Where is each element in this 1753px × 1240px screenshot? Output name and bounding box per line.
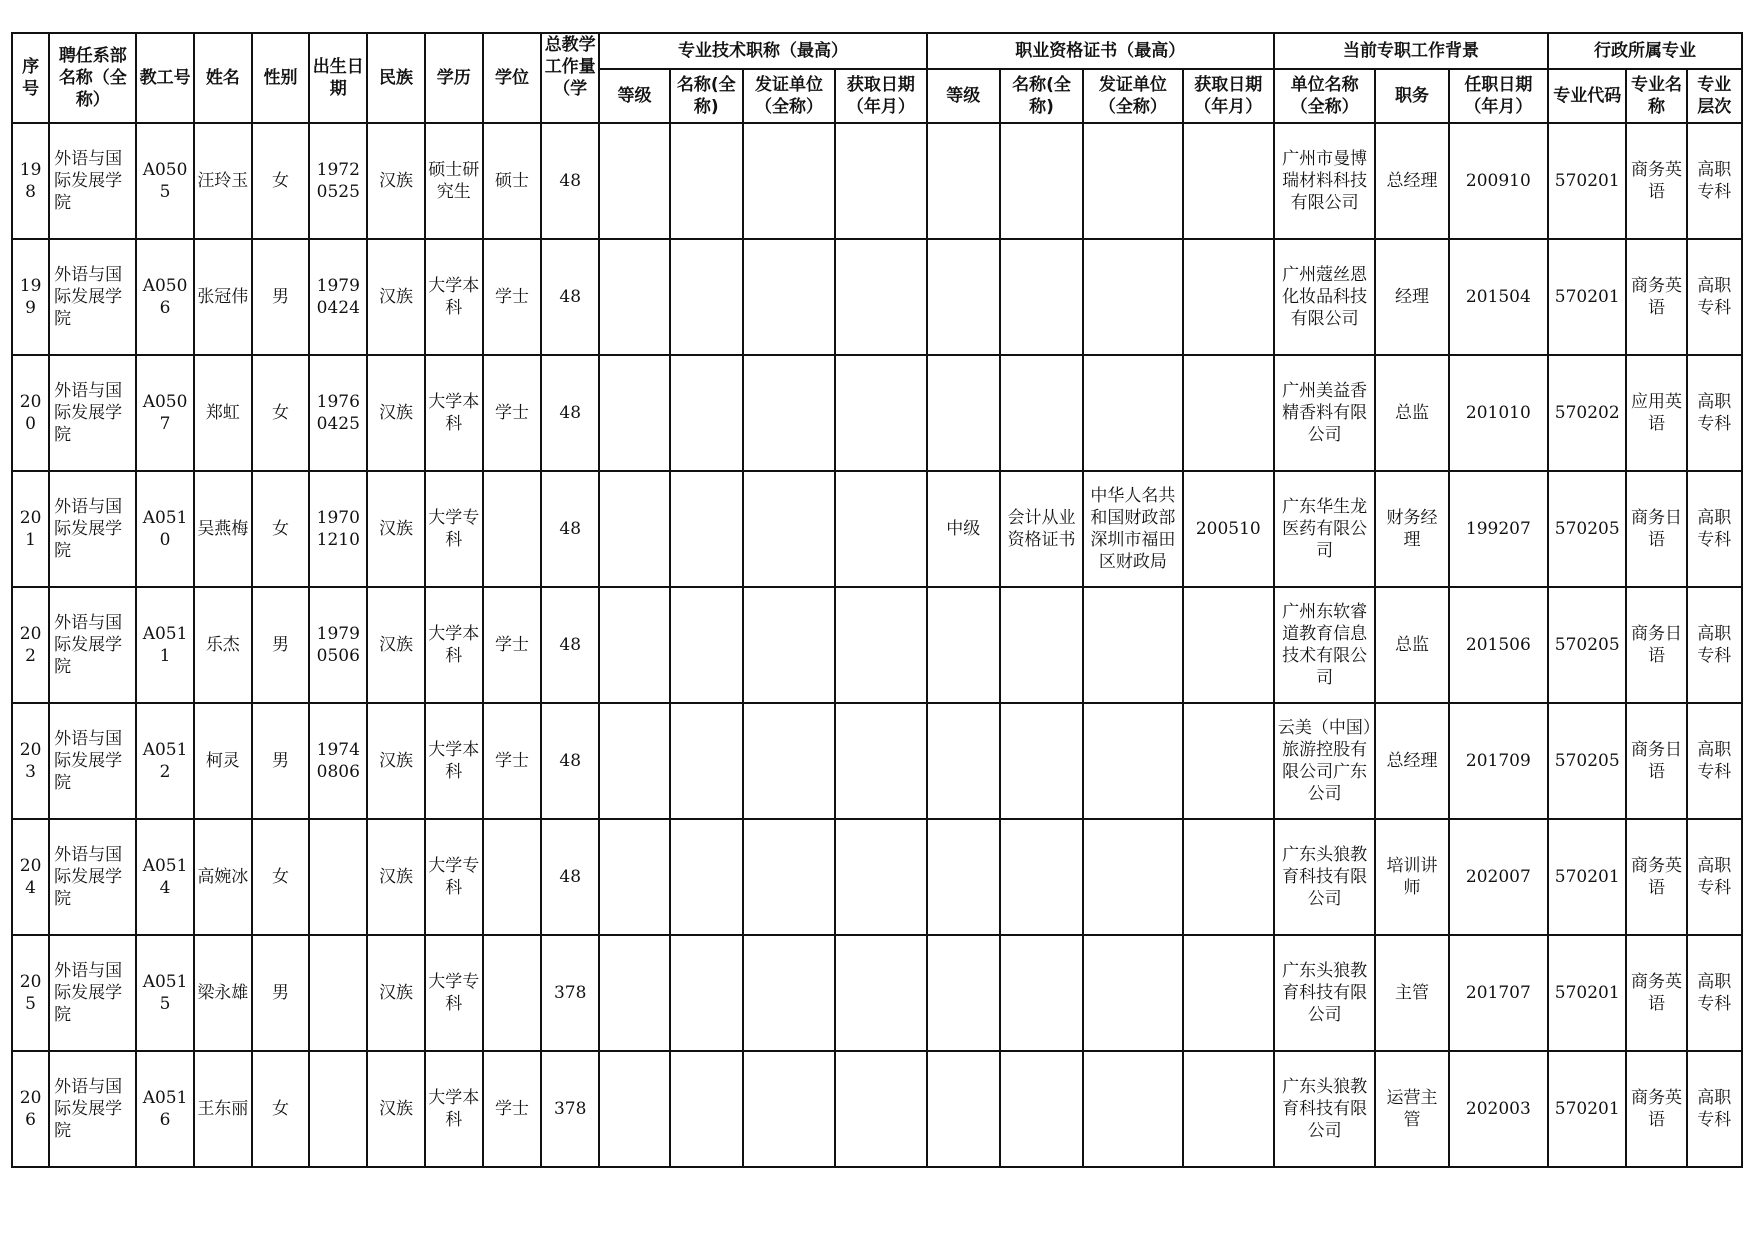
cell-job-tenure: 201709 [1449,703,1548,819]
cell-dept: 外语与国际发展学院 [49,935,136,1051]
cell-cert-name: 会计从业资格证书 [1000,471,1083,587]
header-cert-date: 获取日期（年月） [1183,69,1274,123]
cell-cert-issuer [1083,1051,1182,1167]
cell-title-level [599,123,669,239]
header-job-tenure: 任职日期（年月） [1449,69,1548,123]
header-title-name: 名称(全称) [670,69,743,123]
table-body [12,123,1742,1167]
cell-job-tenure: 202007 [1449,819,1548,935]
cell-title-issuer [743,471,835,587]
header-group-job: 当前专职工作背景 [1274,33,1548,69]
cell-title-name [670,935,743,1051]
cell-major-level: 高职专科 [1687,239,1742,355]
header-cert-name: 名称(全称) [1000,69,1083,123]
cell-major-name: 应用英语 [1626,355,1686,471]
cell-dept: 外语与国际发展学院 [49,703,136,819]
cell-name: 郑虹 [194,355,252,471]
cell-job-position: 总经理 [1375,123,1448,239]
cell-cert-name [1000,239,1083,355]
cell-seq: 198 [12,123,49,239]
cell-title-date [835,819,926,935]
cell-cert-level [927,123,1000,239]
cell-major-code: 570205 [1548,471,1626,587]
cell-degree: 学士 [483,1051,541,1167]
header-name: 姓名 [194,33,252,123]
cell-title-date [835,123,926,239]
cell-job-position: 财务经理 [1375,471,1448,587]
cell-gender: 男 [252,703,309,819]
cell-cert-issuer [1083,123,1182,239]
cell-birth [309,819,367,935]
cell-major-code: 570205 [1548,703,1626,819]
cell-cert-date [1183,1051,1274,1167]
header-staff-id: 教工号 [136,33,193,123]
header-workload [541,33,599,123]
cell-cert-date [1183,587,1274,703]
cell-workload: 48 [541,819,599,935]
cell-degree: 学士 [483,239,541,355]
cell-staff-id: A0512 [136,703,193,819]
header-ethnicity: 民族 [367,33,424,123]
cell-name: 高婉冰 [194,819,252,935]
header-dept: 聘任系部名称（全称） [49,33,136,123]
cell-job-unit: 广州东软睿道教育信息技术有限公司 [1274,587,1375,703]
cell-dept: 外语与国际发展学院 [49,587,136,703]
cell-job-unit: 云美（中国）旅游控股有限公司广东公司 [1274,703,1375,819]
cell-cert-level [927,703,1000,819]
cell-degree [483,471,541,587]
table-row [12,355,1742,471]
cell-major-name: 商务英语 [1626,123,1686,239]
cell-title-level [599,819,669,935]
header-cert-level: 等级 [927,69,1000,123]
cell-title-level [599,355,669,471]
header-degree: 学位 [483,33,541,123]
cell-birth [309,935,367,1051]
cell-cert-issuer [1083,587,1182,703]
cell-gender: 女 [252,1051,309,1167]
cell-major-level: 高职专科 [1687,819,1742,935]
cell-gender: 女 [252,123,309,239]
cell-ethnicity: 汉族 [367,1051,424,1167]
cell-title-date [835,355,926,471]
cell-cert-date [1183,355,1274,471]
cell-cert-level [927,935,1000,1051]
cell-cert-issuer [1083,239,1182,355]
cell-cert-date: 200510 [1183,471,1274,587]
table-row [12,935,1742,1051]
cell-job-unit: 广东头狼教育科技有限公司 [1274,819,1375,935]
header-job-unit: 单位名称（全称） [1274,69,1375,123]
cell-name: 吴燕梅 [194,471,252,587]
cell-education: 大学本科 [425,355,483,471]
cell-major-code: 570201 [1548,935,1626,1051]
header-cert-issuer: 发证单位（全称） [1083,69,1182,123]
cell-job-position: 经理 [1375,239,1448,355]
cell-cert-level: 中级 [927,471,1000,587]
cell-birth: 19790424 [309,239,367,355]
table-row [12,587,1742,703]
cell-cert-date [1183,703,1274,819]
cell-major-code: 570201 [1548,239,1626,355]
cell-cert-level [927,587,1000,703]
header-title-date: 获取日期（年月） [835,69,926,123]
cell-seq: 205 [12,935,49,1051]
cell-major-code: 570201 [1548,123,1626,239]
cell-title-date [835,239,926,355]
cell-cert-level [927,355,1000,471]
cell-dept: 外语与国际发展学院 [49,471,136,587]
cell-education: 大学专科 [425,819,483,935]
cell-title-level [599,471,669,587]
cell-title-name [670,355,743,471]
cell-birth [309,1051,367,1167]
cell-major-level: 高职专科 [1687,587,1742,703]
cell-cert-name [1000,819,1083,935]
cell-major-name: 商务日语 [1626,703,1686,819]
cell-title-level [599,703,669,819]
table-row [12,819,1742,935]
cell-education: 大学本科 [425,587,483,703]
cell-major-code: 570201 [1548,1051,1626,1167]
cell-cert-name [1000,123,1083,239]
cell-staff-id: A0511 [136,587,193,703]
cell-name: 王东丽 [194,1051,252,1167]
header-group-major: 行政所属专业 [1548,33,1742,69]
cell-education: 大学专科 [425,471,483,587]
cell-education: 大学本科 [425,1051,483,1167]
cell-job-tenure: 199207 [1449,471,1548,587]
cell-major-code: 570202 [1548,355,1626,471]
cell-job-unit: 广东华生龙医药有限公司 [1274,471,1375,587]
cell-gender: 男 [252,239,309,355]
staff-roster-table [11,32,1743,1168]
cell-cert-issuer [1083,935,1182,1051]
cell-cert-name [1000,1051,1083,1167]
cell-workload: 48 [541,587,599,703]
cell-workload: 48 [541,123,599,239]
cell-job-position: 主管 [1375,935,1448,1051]
cell-title-date [835,587,926,703]
cell-cert-issuer [1083,355,1182,471]
cell-job-position: 总经理 [1375,703,1448,819]
cell-cert-date [1183,123,1274,239]
cell-workload: 48 [541,355,599,471]
cell-seq: 203 [12,703,49,819]
cell-ethnicity: 汉族 [367,355,424,471]
cell-degree: 学士 [483,355,541,471]
cell-seq: 200 [12,355,49,471]
cell-degree [483,935,541,1051]
cell-cert-level [927,819,1000,935]
cell-cert-level [927,1051,1000,1167]
cell-staff-id: A0506 [136,239,193,355]
cell-dept: 外语与国际发展学院 [49,819,136,935]
cell-title-level [599,239,669,355]
cell-cert-level [927,239,1000,355]
cell-major-name: 商务英语 [1626,935,1686,1051]
cell-ethnicity: 汉族 [367,819,424,935]
cell-job-unit: 广州美益香精香料有限公司 [1274,355,1375,471]
cell-job-position: 运营主管 [1375,1051,1448,1167]
cell-name: 张冠伟 [194,239,252,355]
cell-major-name: 商务日语 [1626,471,1686,587]
cell-job-tenure: 202003 [1449,1051,1548,1167]
cell-birth: 19740806 [309,703,367,819]
cell-ethnicity: 汉族 [367,239,424,355]
cell-major-name: 商务日语 [1626,587,1686,703]
cell-cert-name [1000,587,1083,703]
cell-cert-date [1183,239,1274,355]
cell-degree [483,819,541,935]
cell-title-name [670,703,743,819]
cell-staff-id: A0516 [136,1051,193,1167]
cell-staff-id: A0510 [136,471,193,587]
cell-major-code: 570201 [1548,819,1626,935]
cell-job-unit: 广东头狼教育科技有限公司 [1274,935,1375,1051]
cell-job-position: 总监 [1375,587,1448,703]
cell-ethnicity: 汉族 [367,587,424,703]
cell-title-issuer [743,1051,835,1167]
cell-job-tenure: 201707 [1449,935,1548,1051]
cell-gender: 女 [252,355,309,471]
cell-gender: 男 [252,935,309,1051]
cell-cert-name [1000,355,1083,471]
cell-cert-name [1000,703,1083,819]
cell-major-name: 商务英语 [1626,239,1686,355]
cell-seq: 201 [12,471,49,587]
header-group-cert: 职业资格证书（最高） [927,33,1274,69]
cell-title-date [835,703,926,819]
cell-title-issuer [743,123,835,239]
cell-major-level: 高职专科 [1687,471,1742,587]
cell-job-unit: 广州市曼博瑞材料科技有限公司 [1274,123,1375,239]
cell-dept: 外语与国际发展学院 [49,1051,136,1167]
cell-cert-issuer [1083,703,1182,819]
cell-ethnicity: 汉族 [367,471,424,587]
cell-major-name: 商务英语 [1626,819,1686,935]
cell-birth: 19701210 [309,471,367,587]
cell-job-unit: 广东头狼教育科技有限公司 [1274,1051,1375,1167]
cell-seq: 202 [12,587,49,703]
cell-workload: 48 [541,471,599,587]
header-major-name: 专业名称 [1626,69,1686,123]
cell-dept: 外语与国际发展学院 [49,239,136,355]
cell-title-issuer [743,355,835,471]
cell-title-issuer [743,935,835,1051]
cell-job-tenure: 200910 [1449,123,1548,239]
header-title-level: 等级 [599,69,669,123]
header-group-title: 专业技术职称（最高） [599,33,926,69]
cell-title-date [835,1051,926,1167]
header-major-code: 专业代码 [1548,69,1626,123]
cell-job-unit: 广州蔻丝恩化妆品科技有限公司 [1274,239,1375,355]
cell-education: 大学专科 [425,935,483,1051]
cell-major-level: 高职专科 [1687,355,1742,471]
cell-staff-id: A0515 [136,935,193,1051]
cell-cert-issuer [1083,819,1182,935]
header-major-level: 专业层次 [1687,69,1742,123]
cell-name: 乐杰 [194,587,252,703]
table-row [12,123,1742,239]
cell-name: 梁永雄 [194,935,252,1051]
cell-cert-date [1183,819,1274,935]
cell-staff-id: A0505 [136,123,193,239]
cell-major-level: 高职专科 [1687,1051,1742,1167]
cell-title-issuer [743,587,835,703]
cell-major-level: 高职专科 [1687,123,1742,239]
cell-cert-name [1000,935,1083,1051]
cell-gender: 男 [252,587,309,703]
cell-dept: 外语与国际发展学院 [49,123,136,239]
cell-title-date [835,471,926,587]
header-row-top [12,33,1742,69]
cell-education: 硕士研究生 [425,123,483,239]
cell-job-position: 总监 [1375,355,1448,471]
cell-staff-id: A0514 [136,819,193,935]
header-education: 学历 [425,33,483,123]
cell-title-issuer [743,819,835,935]
cell-gender: 女 [252,819,309,935]
cell-job-position: 培训讲师 [1375,819,1448,935]
header-job-position: 职务 [1375,69,1448,123]
cell-title-name [670,819,743,935]
cell-workload: 378 [541,1051,599,1167]
cell-title-level [599,587,669,703]
cell-title-name [670,587,743,703]
table-row [12,703,1742,819]
cell-title-name [670,1051,743,1167]
cell-cert-issuer: 中华人名共和国财政部深圳市福田区财政局 [1083,471,1182,587]
cell-education: 大学本科 [425,239,483,355]
cell-seq: 199 [12,239,49,355]
cell-major-level: 高职专科 [1687,703,1742,819]
cell-title-date [835,935,926,1051]
cell-major-name: 商务英语 [1626,1051,1686,1167]
cell-workload: 48 [541,703,599,819]
cell-seq: 204 [12,819,49,935]
table-row [12,1051,1742,1167]
table-row [12,471,1742,587]
cell-staff-id: A0507 [136,355,193,471]
cell-ethnicity: 汉族 [367,123,424,239]
cell-gender: 女 [252,471,309,587]
cell-major-level: 高职专科 [1687,935,1742,1051]
cell-seq: 206 [12,1051,49,1167]
cell-title-level [599,1051,669,1167]
cell-workload: 48 [541,239,599,355]
header-gender: 性别 [252,33,309,123]
header-seq: 序号 [12,33,49,123]
header-workload-label: 总教学工作量（学 [544,35,596,99]
cell-degree: 学士 [483,703,541,819]
cell-degree: 硕士 [483,123,541,239]
cell-title-name [670,239,743,355]
cell-major-code: 570205 [1548,587,1626,703]
cell-birth: 19720525 [309,123,367,239]
cell-dept: 外语与国际发展学院 [49,355,136,471]
cell-name: 柯灵 [194,703,252,819]
header-birth: 出生日期 [309,33,367,123]
cell-name: 汪玲玉 [194,123,252,239]
header-title-issuer: 发证单位（全称） [743,69,835,123]
cell-education: 大学本科 [425,703,483,819]
cell-birth: 19760425 [309,355,367,471]
cell-job-tenure: 201506 [1449,587,1548,703]
cell-title-issuer [743,239,835,355]
cell-workload: 378 [541,935,599,1051]
cell-ethnicity: 汉族 [367,703,424,819]
cell-cert-date [1183,935,1274,1051]
cell-title-level [599,935,669,1051]
table-row [12,239,1742,355]
cell-birth: 19790506 [309,587,367,703]
cell-ethnicity: 汉族 [367,935,424,1051]
cell-title-name [670,123,743,239]
cell-job-tenure: 201504 [1449,239,1548,355]
cell-title-issuer [743,703,835,819]
cell-title-name [670,471,743,587]
cell-degree: 学士 [483,587,541,703]
cell-job-tenure: 201010 [1449,355,1548,471]
